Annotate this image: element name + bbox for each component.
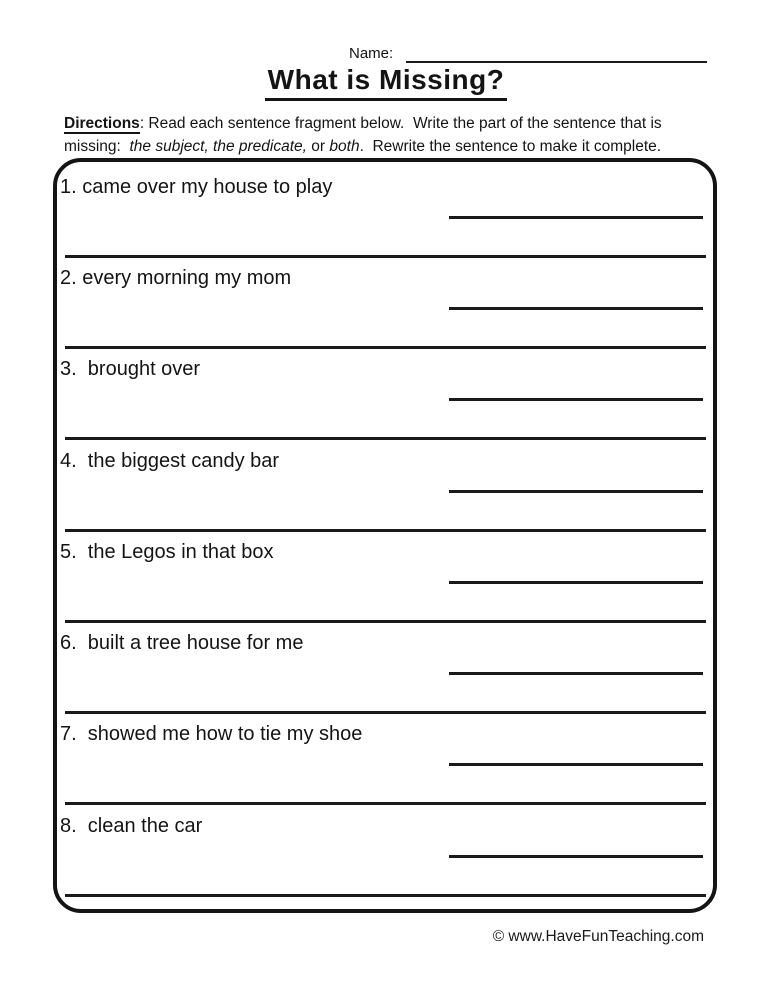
missing-part-line [449, 581, 703, 584]
item-text: 4. the biggest candy bar [60, 450, 280, 472]
title-row [0, 64, 772, 101]
missing-part-line [449, 307, 703, 310]
rewrite-sentence-line [65, 437, 706, 440]
page-title: What is Missing? [265, 64, 508, 101]
rewrite-sentence-line [65, 346, 706, 349]
directions-italic-1: the subject, the predicate, [129, 138, 307, 155]
item-text: 2. every morning my mom [60, 267, 292, 289]
item-text: 3. brought over [60, 358, 201, 380]
directions-line-2 [64, 135, 714, 158]
worksheet-item-3 [57, 358, 713, 449]
item-text: 5. the Legos in that box [60, 541, 274, 563]
missing-part-line [449, 398, 703, 401]
rewrite-sentence-line [65, 620, 706, 623]
missing-part-line [449, 855, 703, 858]
missing-part-line [449, 763, 703, 766]
missing-part-line [449, 672, 703, 675]
item-text: 8. clean the car [60, 815, 203, 837]
items-frame [53, 158, 717, 913]
rewrite-sentence-line [65, 802, 706, 805]
directions-text-2c: . Rewrite the sentence to make it complete. [359, 138, 662, 155]
rewrite-sentence-line [65, 529, 706, 532]
missing-part-line [449, 216, 703, 219]
rewrite-sentence-line [65, 255, 706, 258]
worksheet-item-4 [57, 450, 713, 541]
directions-label: Directions [64, 115, 140, 132]
directions-text-1: : Read each sentence fragment below. Write the part of the sentence that is [139, 115, 662, 132]
item-text: 1. came over my house to play [60, 176, 333, 198]
worksheet-item-8 [57, 815, 713, 906]
worksheet-item-5 [57, 541, 713, 632]
directions-italic-2: both [329, 138, 360, 155]
name-label: Name: [349, 45, 394, 62]
worksheet-item-6 [57, 632, 713, 723]
worksheet-item-2 [57, 267, 713, 358]
missing-part-line [449, 490, 703, 493]
worksheet-item-7 [57, 723, 713, 814]
directions-text-2a: missing: [64, 138, 130, 155]
rewrite-sentence-line [65, 894, 706, 897]
item-text: 7. showed me how to tie my shoe [60, 723, 363, 745]
copyright-text: © www.HaveFunTeaching.com [492, 928, 704, 945]
directions-text-2b: or [306, 138, 330, 155]
worksheet-item-1 [57, 176, 713, 267]
rewrite-sentence-line [65, 711, 706, 714]
directions-block [64, 112, 714, 158]
directions-line-1 [64, 112, 714, 135]
name-blank-line [406, 44, 707, 63]
item-text: 6. built a tree house for me [60, 632, 304, 654]
